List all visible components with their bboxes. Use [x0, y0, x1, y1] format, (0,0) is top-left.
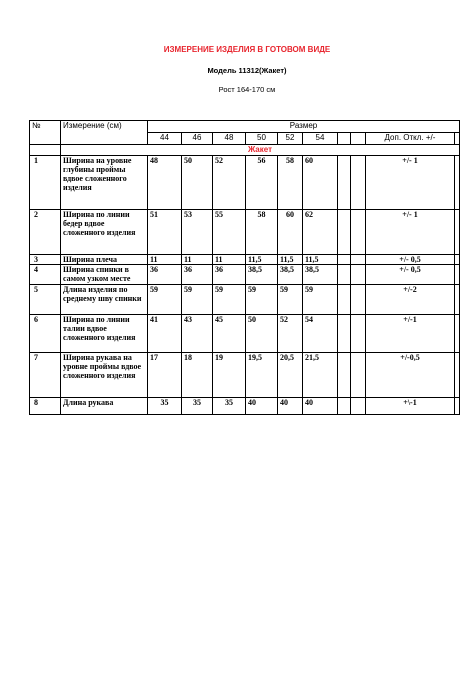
empty-cell: [455, 255, 460, 265]
empty-cell: [455, 315, 460, 353]
empty-cell: [338, 210, 351, 255]
row-value: 60: [278, 210, 303, 255]
empty-cell: [338, 353, 351, 398]
row-value: 50: [182, 156, 213, 210]
row-value: 56: [246, 156, 278, 210]
empty-cell: [338, 156, 351, 210]
row-value: 18: [182, 353, 213, 398]
col-header-size: Размер: [148, 121, 460, 133]
size-cell: 46: [182, 133, 213, 145]
row-value: 53: [182, 210, 213, 255]
empty-cell: [455, 398, 460, 415]
row-value: 11: [182, 255, 213, 265]
row-value: 59: [182, 285, 213, 315]
row-value: 20,5: [278, 353, 303, 398]
table-row: [30, 156, 460, 210]
size-cell: 44: [148, 133, 182, 145]
row-value: 58: [278, 156, 303, 210]
measurements-table: [29, 120, 460, 415]
empty-cell: [455, 353, 460, 398]
table-row: [30, 398, 460, 415]
row-number: 3: [30, 255, 61, 265]
empty-cell: [351, 353, 366, 398]
row-value: 35: [182, 398, 213, 415]
row-measure-name: Ширина по линии талии вдвое сложенного изделия: [61, 315, 148, 353]
col-header-measure: Измерение (см): [61, 121, 148, 145]
row-value: 59: [278, 285, 303, 315]
row-value: 50: [246, 315, 278, 353]
row-value: 38,5: [303, 265, 338, 285]
row-value: 11,5: [303, 255, 338, 265]
row-value: 60: [303, 156, 338, 210]
row-value: 52: [213, 156, 246, 210]
model-name: Модель 11312(Жакет): [207, 66, 287, 75]
row-measure-name: Ширина на уровне глубины проймы вдвое сложенного изделия: [61, 156, 148, 210]
row-value: 35: [213, 398, 246, 415]
row-value: 36: [213, 265, 246, 285]
empty-cell: [351, 285, 366, 315]
size-cell: 48: [213, 133, 246, 145]
header-row-1: [30, 121, 460, 133]
row-value: 38,5: [246, 265, 278, 285]
empty-cell: [338, 265, 351, 285]
document-title: ИЗМЕРЕНИЕ ИЗДЕЛИЯ В ГОТОВОМ ВИДЕ: [163, 45, 331, 54]
empty-cell: [351, 265, 366, 285]
row-value: 38,5: [278, 265, 303, 285]
empty-cell: [455, 285, 460, 315]
height-range: Рост 164-170 см: [218, 85, 276, 94]
row-value: 40: [303, 398, 338, 415]
row-value: 52: [278, 315, 303, 353]
empty-cell: [455, 210, 460, 255]
empty-cell: [351, 210, 366, 255]
size-cell: 50: [246, 133, 278, 145]
row-value: 40: [278, 398, 303, 415]
row-number: 7: [30, 353, 61, 398]
row-value: 54: [303, 315, 338, 353]
table-row: [30, 353, 460, 398]
row-measure-name: Ширина рукава на уровне проймы вдвое сложенного изделия: [61, 353, 148, 398]
row-value: 17: [148, 353, 182, 398]
row-value: 55: [213, 210, 246, 255]
empty-cell: [455, 265, 460, 285]
row-value: 48: [148, 156, 182, 210]
empty-cell: [338, 315, 351, 353]
empty-cell: [351, 255, 366, 265]
row-value: 11: [148, 255, 182, 265]
row-tolerance: +/-1: [366, 315, 455, 353]
row-value: 59: [148, 285, 182, 315]
empty-cell: [338, 285, 351, 315]
row-tolerance: +\-1: [366, 398, 455, 415]
table-row: [30, 210, 460, 255]
row-value: 36: [182, 265, 213, 285]
row-number: 1: [30, 156, 61, 210]
row-value: 36: [148, 265, 182, 285]
row-tolerance: +/-0,5: [366, 353, 455, 398]
row-measure-name: Ширина спинки в самом узком месте: [61, 265, 148, 285]
row-value: 35: [148, 398, 182, 415]
row-value: 41: [148, 315, 182, 353]
row-number: 4: [30, 265, 61, 285]
row-measure-name: Длина изделия по среднему шву спинки: [61, 285, 148, 315]
table-row: [30, 315, 460, 353]
row-value: 59: [303, 285, 338, 315]
row-tolerance: +/- 0,5: [366, 255, 455, 265]
section-row: [30, 145, 460, 156]
row-value: 45: [213, 315, 246, 353]
row-tolerance: +/-2: [366, 285, 455, 315]
col-header-number: №: [30, 121, 61, 145]
row-value: 51: [148, 210, 182, 255]
table-row: [30, 255, 460, 265]
row-number: 6: [30, 315, 61, 353]
empty-cell: [455, 133, 460, 145]
col-header-tolerance: Доп. Откл. +/-: [366, 133, 455, 145]
empty-cell: [351, 315, 366, 353]
size-cell: 52: [278, 133, 303, 145]
table-row: [30, 285, 460, 315]
row-number: 8: [30, 398, 61, 415]
empty-cell: [455, 156, 460, 210]
section-title: Жакет: [61, 145, 460, 156]
empty-cell: [338, 255, 351, 265]
empty-cell: [30, 145, 61, 156]
row-value: 11,5: [278, 255, 303, 265]
row-tolerance: +/- 1: [366, 210, 455, 255]
row-value: 59: [213, 285, 246, 315]
row-measure-name: Ширина плеча: [61, 255, 148, 265]
row-tolerance: +/- 1: [366, 156, 455, 210]
row-number: 2: [30, 210, 61, 255]
row-measure-name: Длина рукава: [61, 398, 148, 415]
size-cell: 54: [303, 133, 338, 145]
row-value: 11,5: [246, 255, 278, 265]
empty-cell: [351, 156, 366, 210]
row-value: 43: [182, 315, 213, 353]
empty-cell: [338, 398, 351, 415]
row-value: 58: [246, 210, 278, 255]
row-measure-name: Ширина по линии бедер вдвое сложенного изделия: [61, 210, 148, 255]
row-value: 21,5: [303, 353, 338, 398]
row-value: 40: [246, 398, 278, 415]
row-value: 11: [213, 255, 246, 265]
row-number: 5: [30, 285, 61, 315]
row-value: 19,5: [246, 353, 278, 398]
empty-cell: [351, 133, 366, 145]
table-row: [30, 265, 460, 285]
row-value: 59: [246, 285, 278, 315]
row-tolerance: +/- 0,5: [366, 265, 455, 285]
empty-cell: [351, 398, 366, 415]
row-value: 62: [303, 210, 338, 255]
empty-cell: [338, 133, 351, 145]
row-value: 19: [213, 353, 246, 398]
